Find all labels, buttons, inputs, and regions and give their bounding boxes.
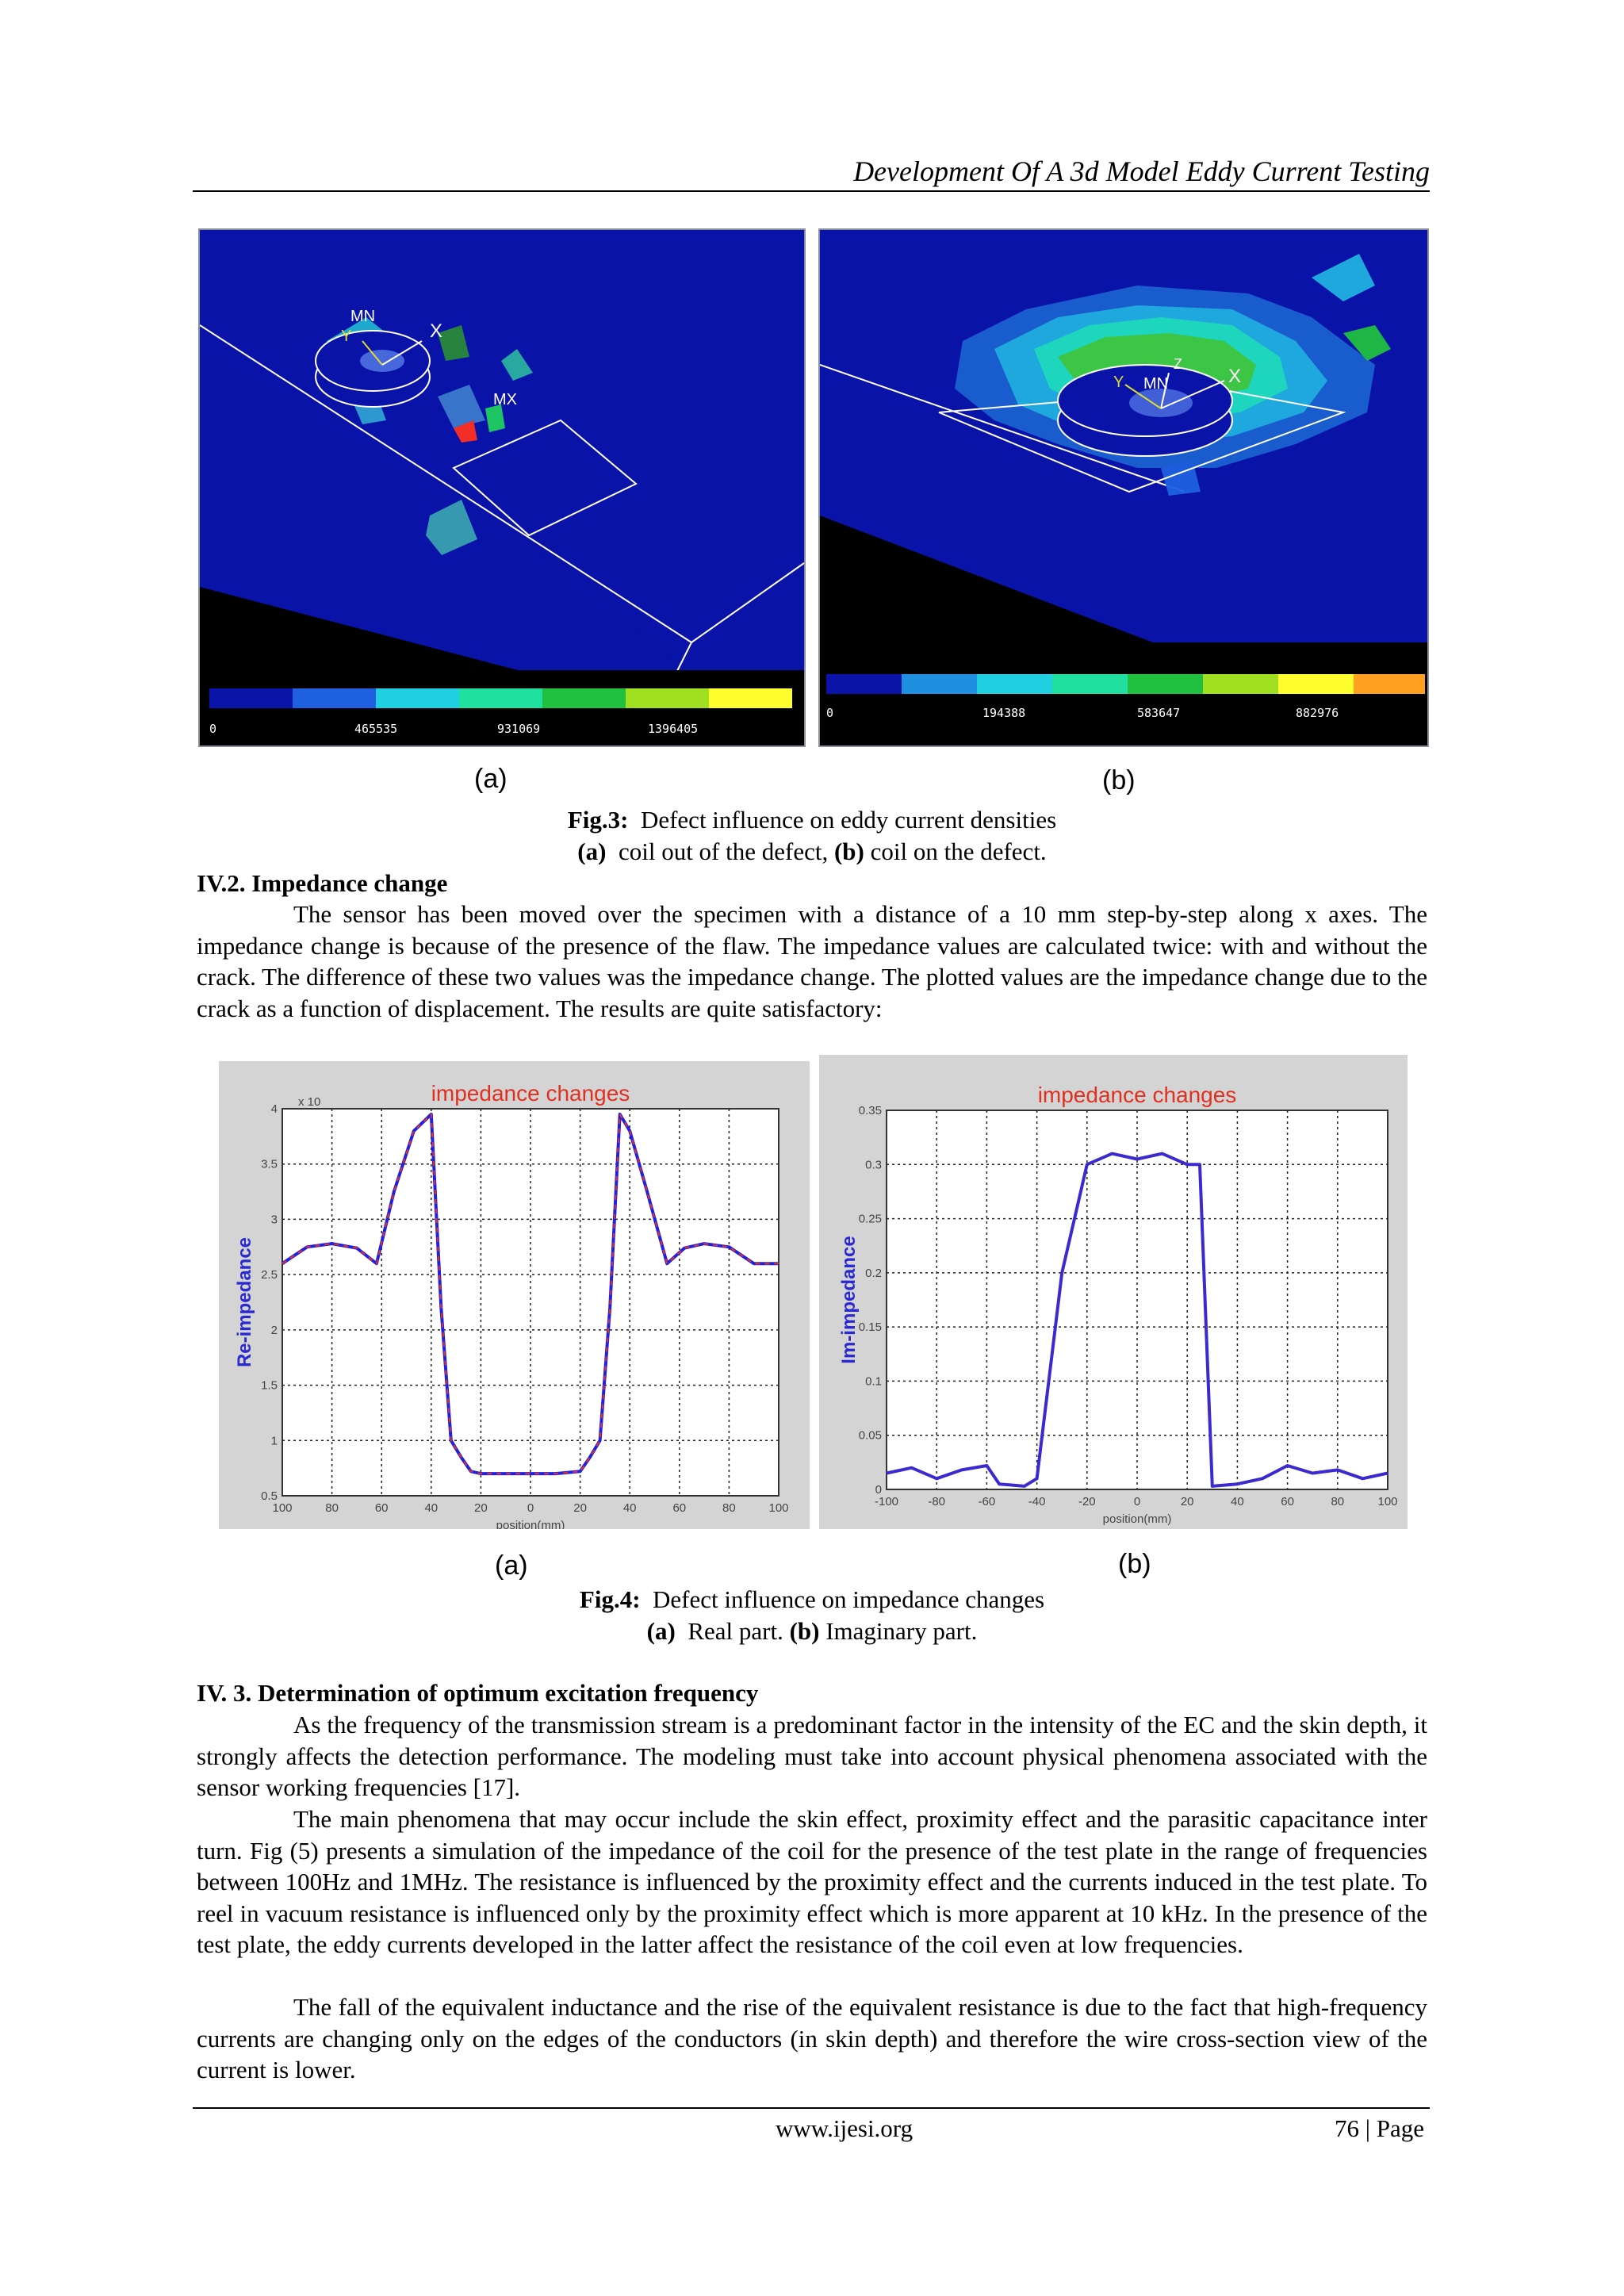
fig3-sublabel-b: (b)	[1102, 765, 1136, 795]
x-tick-label: 60	[1281, 1495, 1294, 1508]
fig3b-label-mn: MN	[1143, 375, 1169, 393]
figure-3	[198, 228, 1427, 744]
fig4-caption-a-text: Real part.	[688, 1617, 783, 1645]
fig4-caption-b-text: Imaginary part.	[825, 1617, 978, 1645]
fig4-caption-b: (b)	[789, 1617, 820, 1645]
fig3a-cb-tick-3: 1396405	[648, 722, 699, 736]
section-iv3-p2	[197, 1803, 1427, 1961]
y-axis-label: Re-impedance	[234, 1236, 255, 1368]
fig3-caption-a: (a)	[577, 838, 607, 865]
fig4-chart-a-svg	[219, 1061, 810, 1529]
chart-title: impedance changes	[431, 1081, 630, 1106]
x-tick-label: 40	[1231, 1495, 1244, 1508]
fig3-caption-b-text: coil on the defect.	[870, 838, 1047, 865]
y-axis-label: Im-impedance	[838, 1236, 860, 1364]
fig4-caption-line2	[0, 1616, 1624, 1647]
y-tick-label: 3	[270, 1213, 278, 1227]
y-tick-label: 0.5	[261, 1489, 278, 1503]
fig3b-cb-tick-1: 194388	[982, 706, 1026, 720]
x-tick-label: 40	[424, 1501, 439, 1515]
y-exponent-label: x 10	[298, 1095, 321, 1109]
y-tick-label: 1.5	[261, 1378, 278, 1393]
fig3-panel-b-render	[820, 230, 1427, 746]
fig3b-cb-tick-2: 583647	[1137, 706, 1181, 720]
running-header	[193, 152, 1430, 192]
x-tick-label: -80	[928, 1495, 946, 1508]
x-tick-label: -20	[1078, 1495, 1096, 1508]
x-tick-label: -40	[1028, 1495, 1046, 1508]
x-tick-label: 60	[672, 1501, 687, 1515]
fig3-caption-title: Fig.3:	[567, 806, 629, 834]
section-iv3-p3	[197, 1991, 1427, 2086]
fig3b-colorbar	[826, 674, 1425, 694]
section-iv2-heading: IV.2. Impedance change	[197, 869, 448, 897]
section-iv3-p3-text: The fall of the equivalent inductance and the rise of the equivalent resistance is due to the fact that high-frequency currents are changing only on the edges of the conductors (in skin depth) and therefore the wire cross-section view of the current is lower.	[197, 1993, 1427, 2084]
y-tick-label: 0.25	[858, 1212, 882, 1226]
section-iv3-p1	[197, 1709, 1427, 1803]
y-tick-label: 1	[270, 1434, 278, 1448]
y-tick-label: 0	[875, 1483, 882, 1497]
x-tick-label: 80	[722, 1501, 736, 1515]
fig3b-cb-tick-0: 0	[826, 706, 834, 720]
fig3b-label-y: Y	[1113, 374, 1124, 391]
fig3-panel-b	[818, 228, 1429, 747]
fig3-caption-a-text: coil out of the defect,	[618, 838, 829, 865]
x-tick-label: 80	[325, 1501, 339, 1515]
x-tick-label: 100	[1377, 1495, 1398, 1508]
y-tick-label: 0.15	[858, 1320, 882, 1335]
fig3b-cb-tick-3: 882976	[1296, 706, 1339, 720]
section-iv3-heading: IV. 3. Determination of optimum excitation frequency	[197, 1679, 759, 1707]
x-tick-label: 60	[374, 1501, 389, 1515]
fig3a-cb-tick-0: 0	[209, 722, 217, 736]
y-tick-label: 2	[270, 1323, 278, 1337]
y-tick-label: 0.1	[865, 1374, 882, 1389]
section-iv3-p2-text: The main phenomena that may occur include the skin effect, proximity effect and the parasitic capacitance inter turn. Fig (5) presents a simulation of the impedance of the coil for the presence of the test plate in the range of frequencies between 100Hz and 1MHz. The resistance is influenced by the proximity effect and the currents induced in the test plate. To reel in vacuum resistance is influenced only by the proximity effect which is more apparent at 10 kHz. In the presence of the test plate, the eddy currents developed in the latter affect the resistance of the coil even at low frequencies.	[197, 1805, 1427, 1959]
running-header-title: Development Of A 3d Model Eddy Current Testing	[853, 155, 1430, 187]
fig4-sublabel-b: (b)	[1118, 1549, 1151, 1579]
x-tick-label: 20	[474, 1501, 488, 1515]
x-axis-label: position(mm)	[1102, 1512, 1172, 1526]
section-iv3-p1-text: As the frequency of the transmission stream is a predominant factor in the intensity of the EC and the skin depth, it strongly affects the detection performance. The modeling must take into account physical phenomena associated with the sensor working frequencies [17].	[197, 1711, 1427, 1802]
x-tick-label: -100	[874, 1495, 899, 1508]
footer-rule	[193, 2107, 1430, 2109]
x-axis-label: position(mm)	[496, 1519, 565, 1529]
fig3-sublabel-a: (a)	[474, 764, 508, 794]
fig3a-label-mx: MX	[493, 391, 517, 408]
chart-title: impedance changes	[1037, 1083, 1237, 1107]
fig3-caption-line2	[0, 836, 1624, 868]
x-tick-label: 20	[573, 1501, 587, 1515]
y-tick-label: 3.5	[261, 1157, 278, 1171]
section-iv2-paragraph-text: The sensor has been moved over the specimen with a distance of a 10 mm step-by-step along x axes. The impedance change is because of the presence of the flaw. The impedance values are calculated twice: with and without the crack. The difference of these two values was the impedance change. The plotted values are the impedance change due to the crack as a function of displacement. The results are quite satisfactory:	[197, 900, 1427, 1022]
fig3a-label-x: X	[430, 320, 443, 342]
fig3-panel-a	[198, 228, 806, 747]
fig3a-cb-tick-2: 931069	[497, 722, 541, 736]
y-tick-label: 0.3	[865, 1158, 882, 1172]
fig3-panel-a-render	[200, 230, 804, 746]
fig3a-colorbar	[209, 688, 792, 708]
y-tick-label: 2.5	[261, 1268, 278, 1282]
y-tick-label: 4	[270, 1102, 278, 1116]
footer-page-number: 76 | Page	[1335, 2114, 1424, 2142]
footer-url: www.ijesi.org	[776, 2114, 914, 2142]
fig4-caption-a: (a)	[646, 1617, 676, 1645]
y-tick-label: 0.05	[858, 1428, 882, 1443]
x-tick-label: 40	[622, 1501, 637, 1515]
fig4-caption-title: Fig.4:	[579, 1585, 641, 1613]
fig3-caption-line1	[0, 804, 1624, 836]
fig4-sublabel-a: (a)	[495, 1550, 528, 1581]
x-tick-label: 100	[768, 1501, 789, 1515]
fig3b-label-x: X	[1228, 366, 1242, 387]
fig3a-label-y: Y	[341, 328, 352, 345]
fig3b-label-z: Z	[1174, 356, 1182, 372]
fig4-chart-a	[219, 1061, 810, 1529]
fig4-chart-b-svg	[819, 1055, 1408, 1529]
section-iv2-paragraph	[197, 899, 1427, 1024]
y-tick-label: 0.35	[858, 1104, 882, 1117]
y-tick-label: 0.2	[865, 1266, 882, 1280]
fig4-caption-text: Defect influence on impedance changes	[653, 1585, 1045, 1613]
x-tick-label: 100	[272, 1501, 293, 1515]
fig4-chart-b	[819, 1055, 1408, 1529]
fig3a-cb-tick-1: 465535	[354, 722, 398, 736]
fig4-caption-line1	[0, 1584, 1624, 1616]
fig3a-label-mn: MN	[350, 308, 376, 325]
x-tick-label: 0	[1133, 1495, 1141, 1508]
x-tick-label: 20	[1180, 1495, 1194, 1508]
x-tick-label: -60	[978, 1495, 996, 1508]
x-tick-label: 80	[1331, 1495, 1345, 1508]
fig3-caption-b: (b)	[833, 838, 864, 865]
x-tick-label: 0	[527, 1501, 534, 1515]
fig3-caption-text: Defect influence on eddy current densities	[640, 806, 1057, 834]
